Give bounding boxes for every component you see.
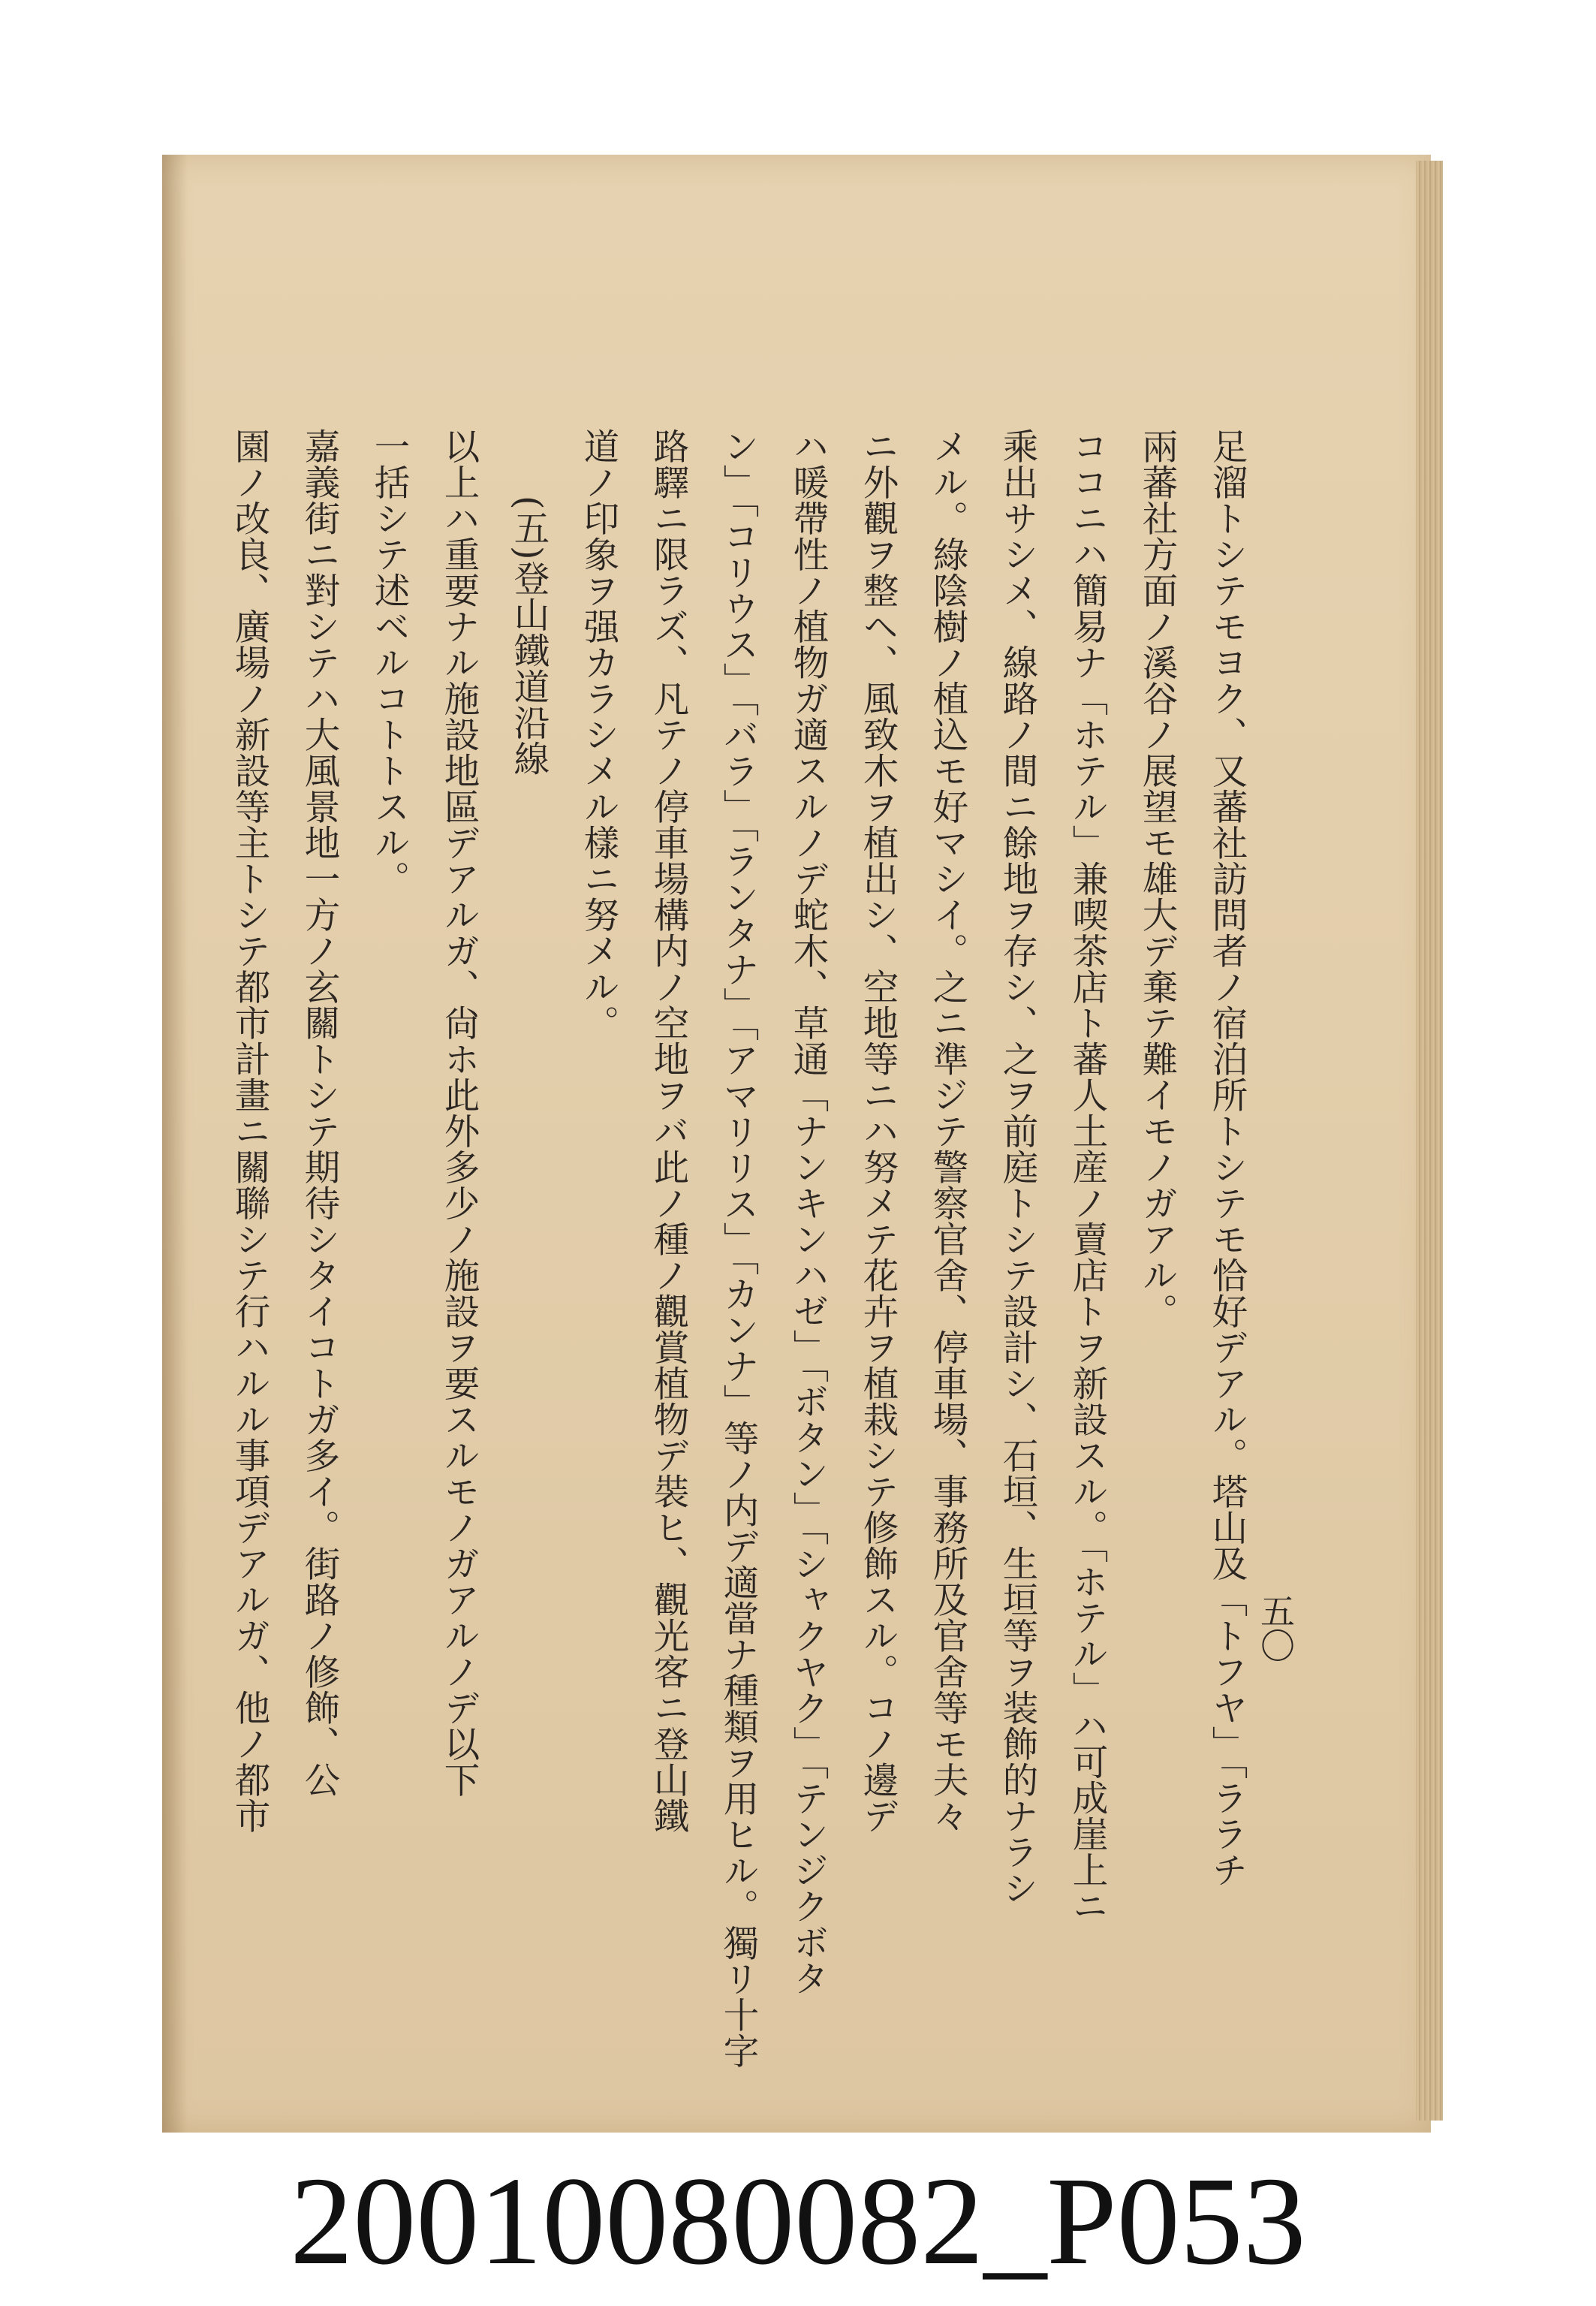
text-line: ン」「コリウス」「バラ」「ランタナ」「アマリリス」「カンナ」等ノ内デ適當ナ種類ヲ用ヒル。獨リ十字 [717, 428, 758, 2069]
text-line: 兩蕃社方面ノ溪谷ノ展望モ雄大デ棄テ難イモノガアル。 [1136, 428, 1177, 1329]
text-line: 路驛ニ限ラズ、凡テノ停車場構内ノ空地ヲバ此ノ種ノ觀賞植物デ裝ヒ、觀光客ニ登山鐵 [647, 428, 688, 1834]
text-line: 一括シテ述ベルコトトスル。 [368, 428, 409, 897]
section-heading: (五)登山鐵道沿線 [507, 496, 549, 777]
text-line: メル。綠陰樹ノ植込モ好マシイ。之ニ準ジテ警察官舍、停車場、事務所及官舍等モ夫々 [926, 428, 968, 1834]
text-line: ハ暖帶性ノ植物ガ適スルノデ蛇木、草通「ナンキンハゼ」「ボタン」「シャクヤク」「テンジクボタ [787, 428, 828, 1997]
text-line: 園ノ改良、廣場ノ新設等主トシテ都市計畫ニ關聯シテ行ハルル事項デアルガ、他ノ都市 [228, 428, 270, 1834]
vertical-text-block [210, 428, 1261, 2069]
text-line: 嘉義街ニ對シテハ大風景地一方ノ玄關トシテ期待シタイコトガ多イ。街路ノ修飾、公 [298, 428, 339, 1798]
text-line: 以上ハ重要ナル施設地區デアルガ、尙ホ此外多少ノ施設ヲ要スルモノガアルノデ以下 [438, 428, 479, 1798]
text-line: ココニハ簡易ナ「ホテル」兼喫茶店ト蕃人土産ノ賣店トヲ新設スル。「ホテル」ハ可成崖上ニ [1066, 428, 1107, 1925]
text-line: ニ外觀ヲ整ヘ、風致木ヲ植出シ、空地等ニハ努メテ花卉ヲ植栽シテ修飾スル。コノ邊デ [857, 428, 898, 1834]
archive-id-caption: 20010080082_P053 [290, 2151, 1306, 2291]
text-line: 足溜トシテモヨク、又蕃社訪問者ノ宿泊所トシテモ恰好デアル。塔山及「トフヤ」「ララチ [1206, 428, 1247, 1889]
text-line: 乘出サシメ、線路ノ間ニ餘地ヲ存シ、之ヲ前庭トシテ設計シ、石垣、生垣等ヲ装飾的ナラシ [996, 428, 1037, 1906]
page-edge [1416, 161, 1443, 2121]
page-number: 五〇 [1255, 1593, 1296, 1662]
text-line: 道ノ印象ヲ强カラシメル樣ニ努メル。 [577, 428, 619, 1041]
page-spine-shadow [162, 155, 188, 2133]
